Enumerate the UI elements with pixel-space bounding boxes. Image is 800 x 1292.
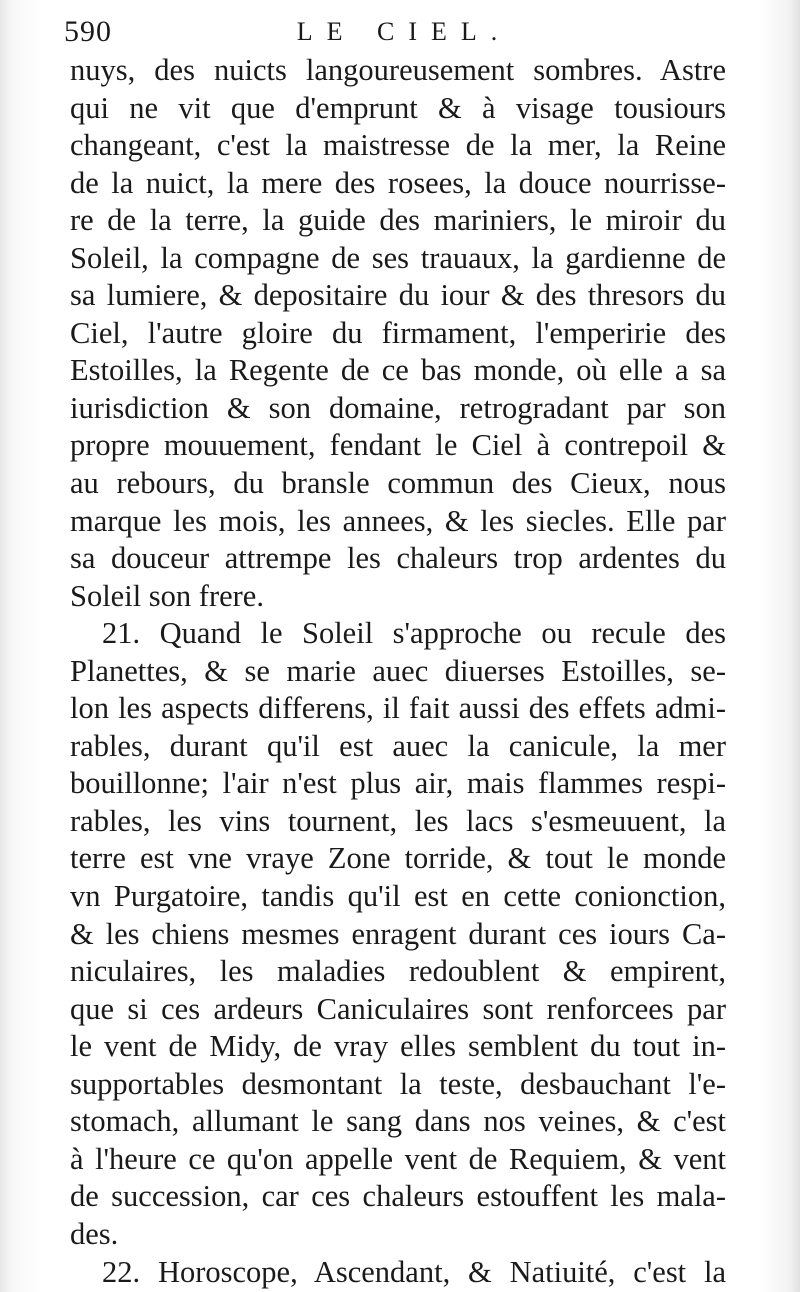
text-line: iurisdiction & son domaine, retrogradant par son	[70, 390, 726, 425]
text-line: qui ne vit que d'emprunt & à visage tousiours	[70, 90, 726, 125]
text-line: rables, durant qu'il est auec la canicule, la mer	[70, 728, 726, 763]
text-line: Soleil, la compagne de ses trauaux, la gardienne de	[70, 240, 726, 275]
text-line: Ciel, l'autre gloire du firmament, l'emperirie des	[70, 315, 726, 350]
text-line: Planettes, & se marie auec diuerses Estoilles, se-	[70, 653, 726, 688]
text-line: rables, les vins tournent, les lacs s'esmeuuent, la	[70, 803, 726, 838]
running-title: LE CIEL.	[296, 17, 512, 46]
text-line: changeant, c'est la maistresse de la mer, la Reine	[70, 128, 726, 163]
text-line: des.	[70, 1216, 119, 1251]
text-line: marque les mois, les annees, & les siecles. Elle par	[70, 503, 726, 538]
text-line: niculaires, les maladies redoublent & empirent,	[70, 954, 726, 989]
text-line: lon les aspects differens, il fait aussi des effets admi-	[70, 691, 726, 726]
text-line: de la nuict, la mere des rosees, la douce nourrisse-	[70, 165, 726, 200]
text-line: propre mouuement, fendant le Ciel à contrepoil &	[70, 428, 726, 463]
text-line: bouillonne; l'air n'est plus air, mais flammes respi-	[70, 766, 726, 801]
text-line: & les chiens mesmes enragent durant ces iours Ca-	[70, 916, 726, 951]
text-line: de succession, car ces chaleurs estouffent les mala-	[70, 1179, 726, 1214]
text-line: au rebours, du bransle commun des Cieux, nous	[70, 466, 726, 501]
text-line: le vent de Midy, de vray elles semblent du tout in-	[70, 1029, 726, 1064]
text-line: sa douceur attrempe les chaleurs trop ardentes du	[70, 541, 726, 576]
text-line: stomach, allumant le sang dans nos veines, & c'est	[70, 1104, 726, 1139]
page-header	[64, 14, 744, 50]
body-text	[70, 52, 726, 1291]
text-line: vn Purgatoire, tandis qu'il est en cette conionction,	[70, 879, 726, 914]
text-line: supportables desmontant la teste, desbauchant l'e-	[70, 1066, 726, 1101]
text-line: Soleil son frere.	[70, 578, 264, 613]
text-line: que si ces ardeurs Caniculaires sont renforcees par	[70, 991, 726, 1026]
text-line: à l'heure ce qu'on appelle vent de Requiem, & vent	[70, 1141, 726, 1176]
text-line: terre est vne vraye Zone torride, & tout le monde	[70, 841, 726, 876]
paragraph-21-start: 21. Quand le Soleil s'approche ou recule des	[102, 616, 726, 651]
page-number: 590	[64, 15, 112, 48]
text-line: sa lumiere, & depositaire du iour & des thresors du	[70, 278, 726, 313]
text-line: Estoilles, la Regente de ce bas monde, où elle a sa	[70, 353, 726, 388]
paragraph-22-start: 22. Horoscope, Ascendant, & Natiuité, c'est la	[102, 1254, 726, 1289]
text-line: re de la terre, la guide des mariniers, le miroir du	[70, 203, 726, 238]
text-line: nuys, des nuicts langoureusement sombres. Astre	[70, 53, 726, 87]
